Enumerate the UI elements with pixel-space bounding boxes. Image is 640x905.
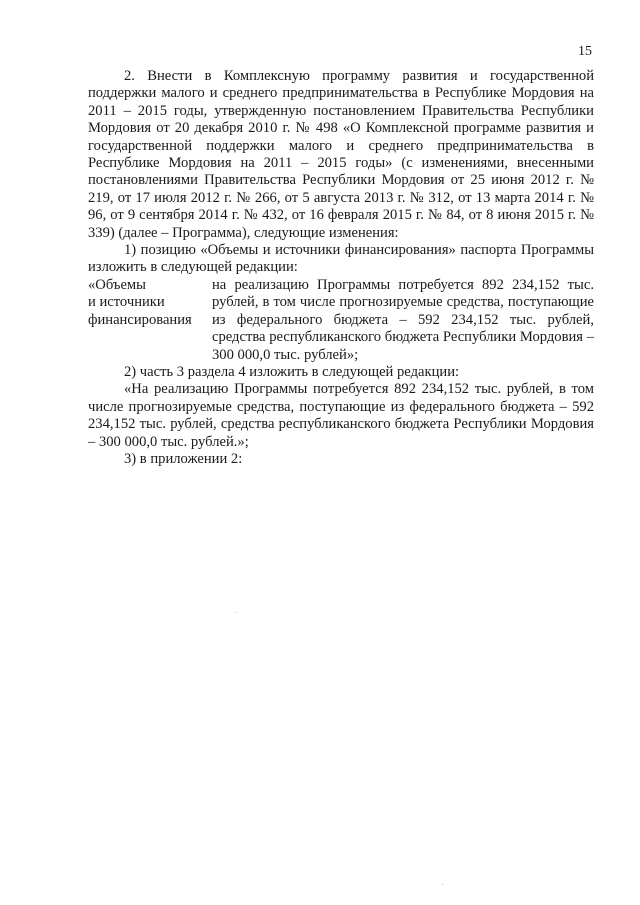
amendment-item-2: 2) часть 3 раздела 4 изложить в следующей редакции:: [124, 363, 460, 380]
amendment-item-1: 1) позицию «Объемы и источники финансирования» паспорта Программы изложить в следующей редакции:: [88, 242, 594, 276]
document-body: [88, 68, 594, 468]
scan-speck: [236, 612, 237, 613]
amendment-item-3: 3) в приложении 2:: [124, 450, 243, 467]
amendment-item-2-quote: «На реализацию Программы потребуется 892 234,152 тыс. рублей, в том числе прогнозируемые средства, поступающие из федерального бюджета – 592 234,152 тыс. рублей, средства республиканского бюджета Республики Мордовия – 300 000,0 тыс. рублей.»;: [88, 381, 594, 450]
page-number: 15: [578, 44, 592, 59]
passport-position-block: [88, 277, 594, 364]
scan-speck: [442, 884, 443, 885]
amendment-intro-paragraph: 2. Внести в Комплексную программу развития и государственной поддержки малого и среднего предпринимательства в Республике Мордовия на 2011 – 2015 годы, утвержденную постановлением Правительства Республики Мордовия от 20 декабря 2010 г. № 498 «О Комплексной программе развития и государственной поддержки малого и среднего предпринимательства в Республике Мордовия на 2011 – 2015 годы» (с изменениями, внесенными постановлениями Правительства Республики Мордовия от 25 июня 2012 г. № 219, от 17 июля 2012 г. № 266, от 5 августа 2013 г. № 312, от 13 марта 2014 г. № 96, от 9 сентября 2014 г. № 432, от 16 февраля 2015 г. № 84, от 8 июня 2015 г. № 339) (далее – Программа), следующие изменения:: [88, 68, 594, 241]
passport-position-label: «Объемы и источники финансирования: [88, 276, 192, 328]
passport-position-text: на реализацию Программы потребуется 892 234,152 тыс. рублей, в том числе прогнозируемые средства, поступающие из федерального бюджета – 592 234,152 тыс. рублей, средства республиканского бюджета Республики Мордовия – 300 000,0 тыс. рублей»;: [212, 276, 594, 363]
